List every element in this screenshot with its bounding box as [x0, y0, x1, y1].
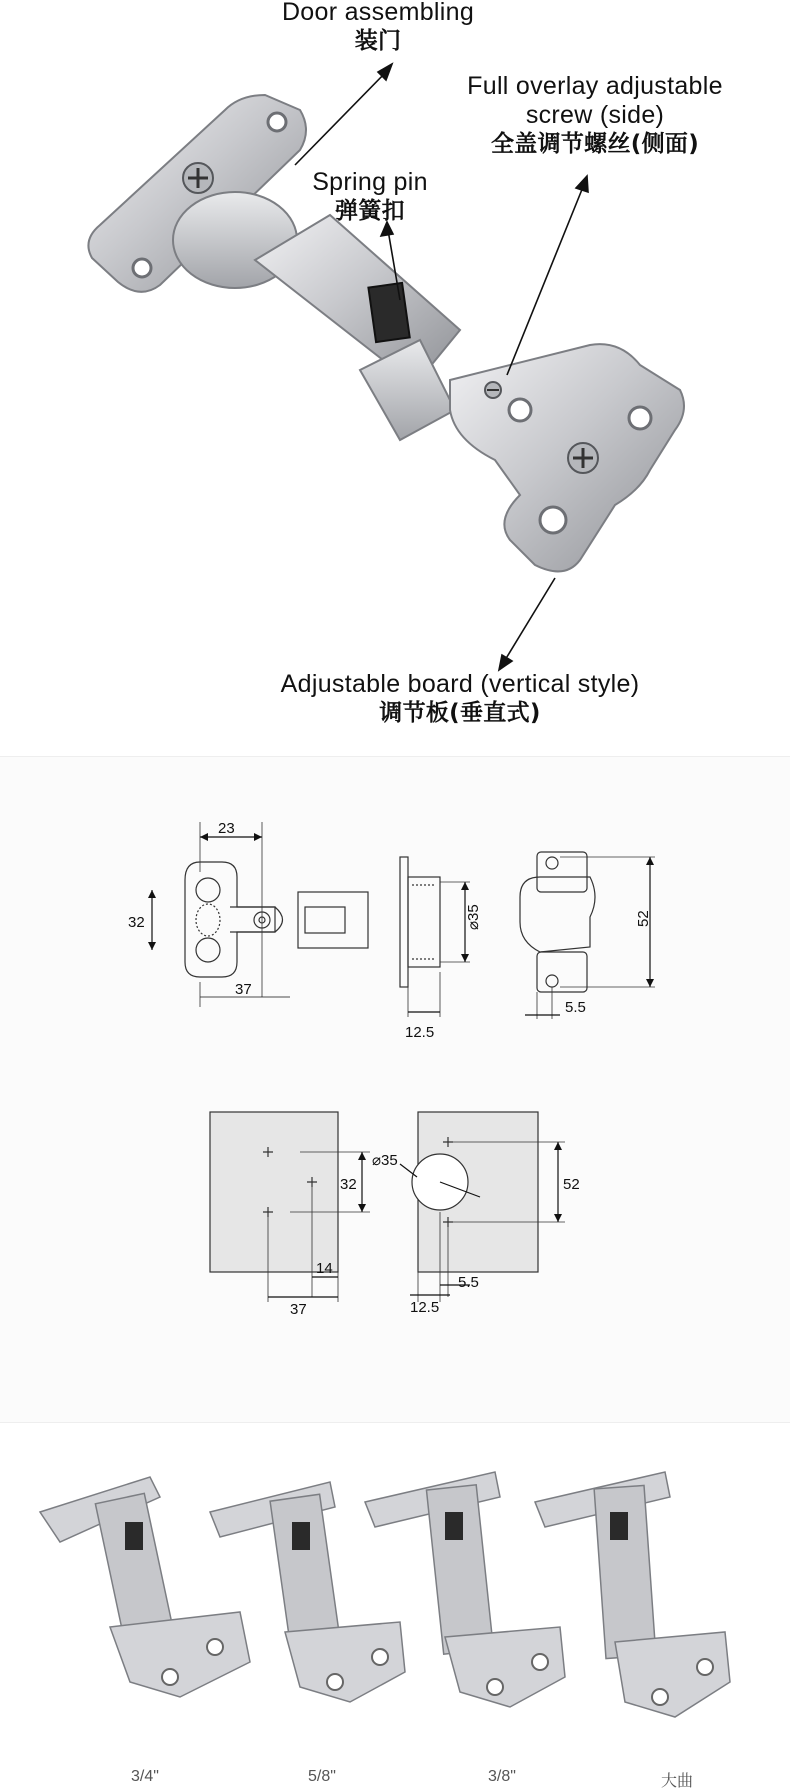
technical-drawing-section: [0, 756, 790, 1423]
dim-template-dia35: ⌀35: [372, 1152, 398, 1169]
hinge-end-view: [520, 852, 655, 1019]
variant-label-4: 大曲: [660, 1771, 693, 1790]
hinge-side-view: [400, 857, 470, 1017]
hinge-photo-section: [0, 0, 790, 745]
dim-template-12-5: 12.5: [410, 1299, 440, 1316]
dim-37: 37: [235, 981, 252, 998]
dim-5-5: 5.5: [565, 999, 586, 1016]
dim-52: 52: [635, 910, 652, 927]
dim-template-37: 37: [290, 1301, 307, 1318]
callout-label: Full overlay adjustable: [467, 72, 723, 100]
door-drilling-template: [210, 1112, 370, 1302]
dim-32: 32: [128, 914, 145, 931]
technical-drawing: [0, 757, 790, 1422]
callout-door-assembling: [268, 0, 488, 56]
cabinet-drilling-template: [400, 1112, 565, 1302]
dim-template-52: 52: [563, 1176, 580, 1193]
variant-label-2: 5/8": [308, 1768, 336, 1785]
hinge-mounting-plate: [450, 344, 684, 571]
hinge-variants-section: [0, 1422, 790, 1791]
spring-pin-clip: [368, 283, 409, 342]
callout-label: Door assembling: [281, 0, 475, 26]
variant-label-1: 3/4": [131, 1768, 159, 1785]
dim-23: 23: [218, 820, 235, 837]
callout-label: screw (side): [525, 101, 665, 129]
variant-label-3: 3/8": [488, 1768, 516, 1785]
dim-dia35: ⌀35: [465, 904, 482, 930]
callout-label-zh: 调节板(垂直式): [379, 700, 541, 726]
variant-hinge-4: [535, 1472, 730, 1717]
hinge-arm: [255, 215, 460, 440]
dim-12-5: 12.5: [405, 1024, 435, 1041]
callout-adjustable-board: [240, 670, 680, 728]
callout-label-zh: 全盖调节螺丝(侧面): [490, 131, 700, 157]
callout-label-zh: 装门: [354, 28, 402, 54]
dim-template-32: 32: [340, 1176, 357, 1193]
callout-label-zh: 弹簧扣: [335, 198, 405, 224]
dim-template-5-5: 5.5: [458, 1274, 479, 1291]
dim-template-14: 14: [316, 1260, 333, 1277]
callout-label: Adjustable board (vertical style): [280, 670, 640, 698]
callout-label: Spring pin: [312, 168, 428, 196]
hinge-variants-illustration: [0, 1422, 790, 1762]
hinge-top-view: [148, 822, 368, 1007]
callout-spring-pin: [300, 168, 440, 226]
callout-overlay-screw: [440, 72, 750, 159]
